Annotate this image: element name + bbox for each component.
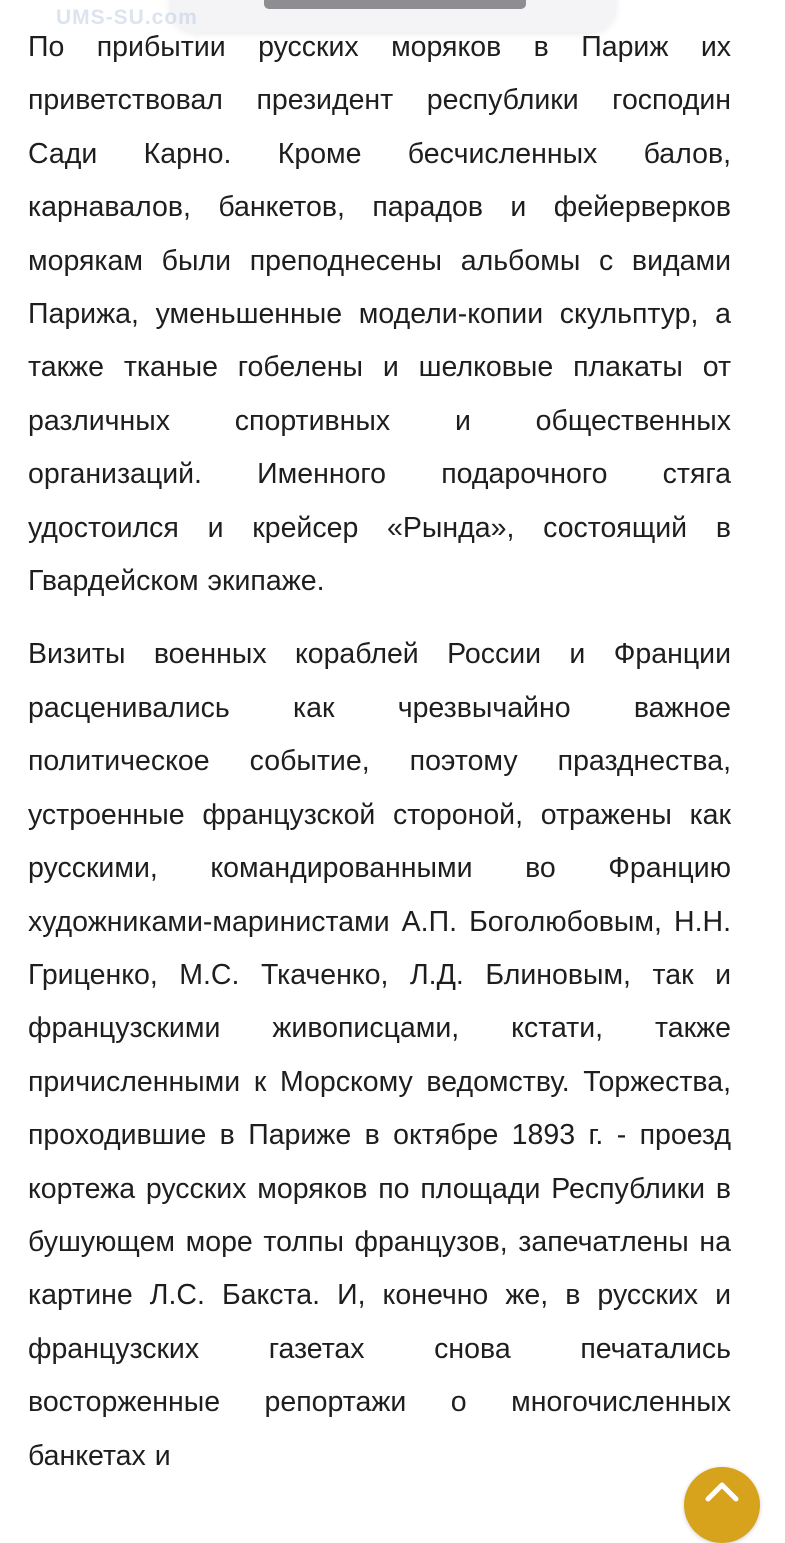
chevron-up-icon	[702, 1479, 742, 1503]
article-paragraph: Визиты военных кораблей России и Франции расценивались как чрезвычайно важное политическое событие, поэтому празднества, устроенные французской стороной, отражены как русскими, командированными во Францию художниками-маринистами А.П. Боголюбовым, Н.Н. Гриценко, М.С. Ткаченко, Л.Д. Блиновым, так и французскими живописцами, кстати, также причисленными к Морскому ведомству. Торжества, проходившие в Париже в октябре 1893 г. - проезд кортежа русских моряков по площади Республики в бушующем море толпы французов, запечатлены на картине Л.С. Бакста. И, конечно же, в русских и французских газетах снова печатались восторженные репортажи о многочисленных банкетах и	[28, 638, 731, 1472]
scroll-to-top-button[interactable]	[684, 1467, 760, 1543]
site-watermark: UMS-SU.com	[56, 6, 198, 29]
article-body	[28, 21, 731, 1483]
scroll-handle[interactable]	[264, 0, 526, 9]
article-paragraph: По прибытии русских моряков в Париж их приветствовал президент республики господин Сади Карно. Кроме бесчисленных балов, карнавалов, банкетов, парадов и фейерверков морякам были преподнесены альбомы с видами Парижа, уменьшенные модели-копии скульптур, а также тканые гобелены и шелковые плакаты от различных спортивных и общественных организаций. Именного подарочного стяга удостоился и крейсер «Рында», состоящий в Гвардейском экипаже.	[28, 31, 731, 598]
